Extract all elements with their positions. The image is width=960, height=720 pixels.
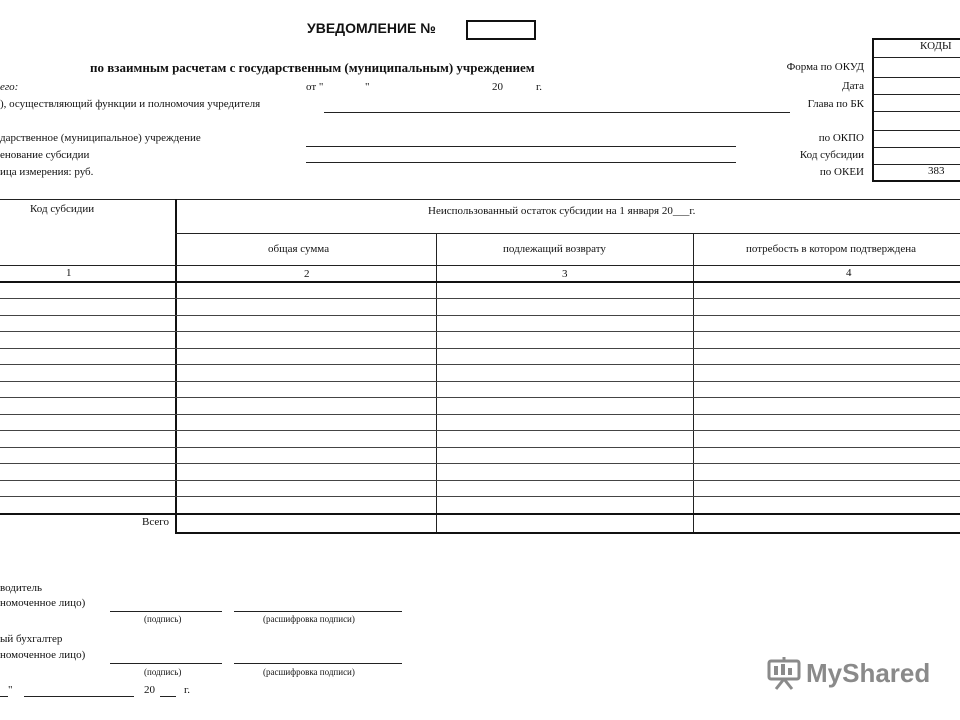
accountant-line-1: ый бухгалтер bbox=[0, 633, 63, 645]
year-suffix: г. bbox=[536, 81, 543, 93]
head-signature-line[interactable] bbox=[110, 611, 222, 612]
codes-frame bbox=[872, 38, 960, 182]
date-quote: " bbox=[8, 684, 13, 696]
col-number-3: 3 bbox=[562, 268, 568, 280]
from-label: от " bbox=[306, 81, 324, 93]
left-fragment-2: ), осуществляющий функции и полномочия учредителя bbox=[0, 98, 261, 110]
date-day-line-start[interactable] bbox=[0, 696, 8, 697]
col-subsidy-code-header: Код субсидии bbox=[30, 203, 95, 215]
head-sign-caption: (подпись) bbox=[144, 614, 182, 624]
head-decode-line[interactable] bbox=[234, 611, 402, 612]
accountant-signature-line[interactable] bbox=[110, 663, 222, 664]
codes-header: КОДЫ bbox=[920, 40, 952, 52]
col-return-header: подлежащий возврату bbox=[503, 243, 606, 255]
left-fragment-3: дарственное (муниципальное) учреждение bbox=[0, 132, 201, 144]
group-header: Неиспользованный остаток субсидии на 1 января 20___г. bbox=[428, 205, 696, 217]
accountant-decode-line[interactable] bbox=[234, 663, 402, 664]
head-line-2: номоченное лицо) bbox=[0, 597, 86, 609]
watermark bbox=[766, 656, 936, 692]
watermark-text: MyShared bbox=[806, 658, 931, 688]
institution-line[interactable] bbox=[306, 146, 736, 147]
okei-value: 383 bbox=[928, 165, 945, 177]
col-confirmed-header: потребость в котором подтверждена bbox=[746, 243, 916, 255]
col-total-header: общая сумма bbox=[268, 243, 330, 255]
notice-number-box[interactable] bbox=[466, 20, 536, 40]
date-month-line[interactable] bbox=[24, 696, 134, 697]
accountant-sign-caption: (подпись) bbox=[144, 667, 182, 677]
bk-label: Глава по БК bbox=[807, 98, 864, 110]
head-line-1: водитель bbox=[0, 582, 42, 594]
date-label: Дата bbox=[842, 80, 864, 92]
accountant-line-2: номоченное лицо) bbox=[0, 649, 86, 661]
document-subtitle: по взаимным расчетам с государственным (муниципальным) учреждением bbox=[90, 60, 535, 75]
col-number-2: 2 bbox=[304, 268, 310, 280]
left-fragment-4: енование субсидии bbox=[0, 149, 90, 161]
okud-label: Форма по ОКУД bbox=[786, 61, 864, 73]
okpo-label: по ОКПО bbox=[818, 132, 864, 144]
subsidy-name-line[interactable] bbox=[306, 162, 736, 163]
document-title: УВЕДОМЛЕНИЕ № bbox=[307, 20, 436, 36]
date-year: 20 bbox=[144, 684, 155, 696]
left-fragment-1: его: bbox=[0, 81, 19, 93]
date-year-line[interactable] bbox=[160, 696, 176, 697]
total-label: Всего bbox=[142, 516, 169, 528]
founder-line[interactable] bbox=[324, 112, 790, 113]
left-fragment-5: ица измерения: руб. bbox=[0, 166, 94, 178]
from-quote: " bbox=[365, 81, 370, 93]
okei-label: по ОКЕИ bbox=[819, 166, 864, 178]
col-number-1: 1 bbox=[66, 267, 72, 279]
presentation-icon bbox=[766, 656, 802, 690]
accountant-decode-caption: (расшифровка подписи) bbox=[263, 667, 355, 677]
subsidy-code-label: Код субсидии bbox=[799, 149, 864, 161]
head-decode-caption: (расшифровка подписи) bbox=[263, 614, 355, 624]
col-number-4: 4 bbox=[846, 267, 852, 279]
year-label: 20 bbox=[492, 81, 503, 93]
date-suffix: г. bbox=[184, 684, 191, 696]
